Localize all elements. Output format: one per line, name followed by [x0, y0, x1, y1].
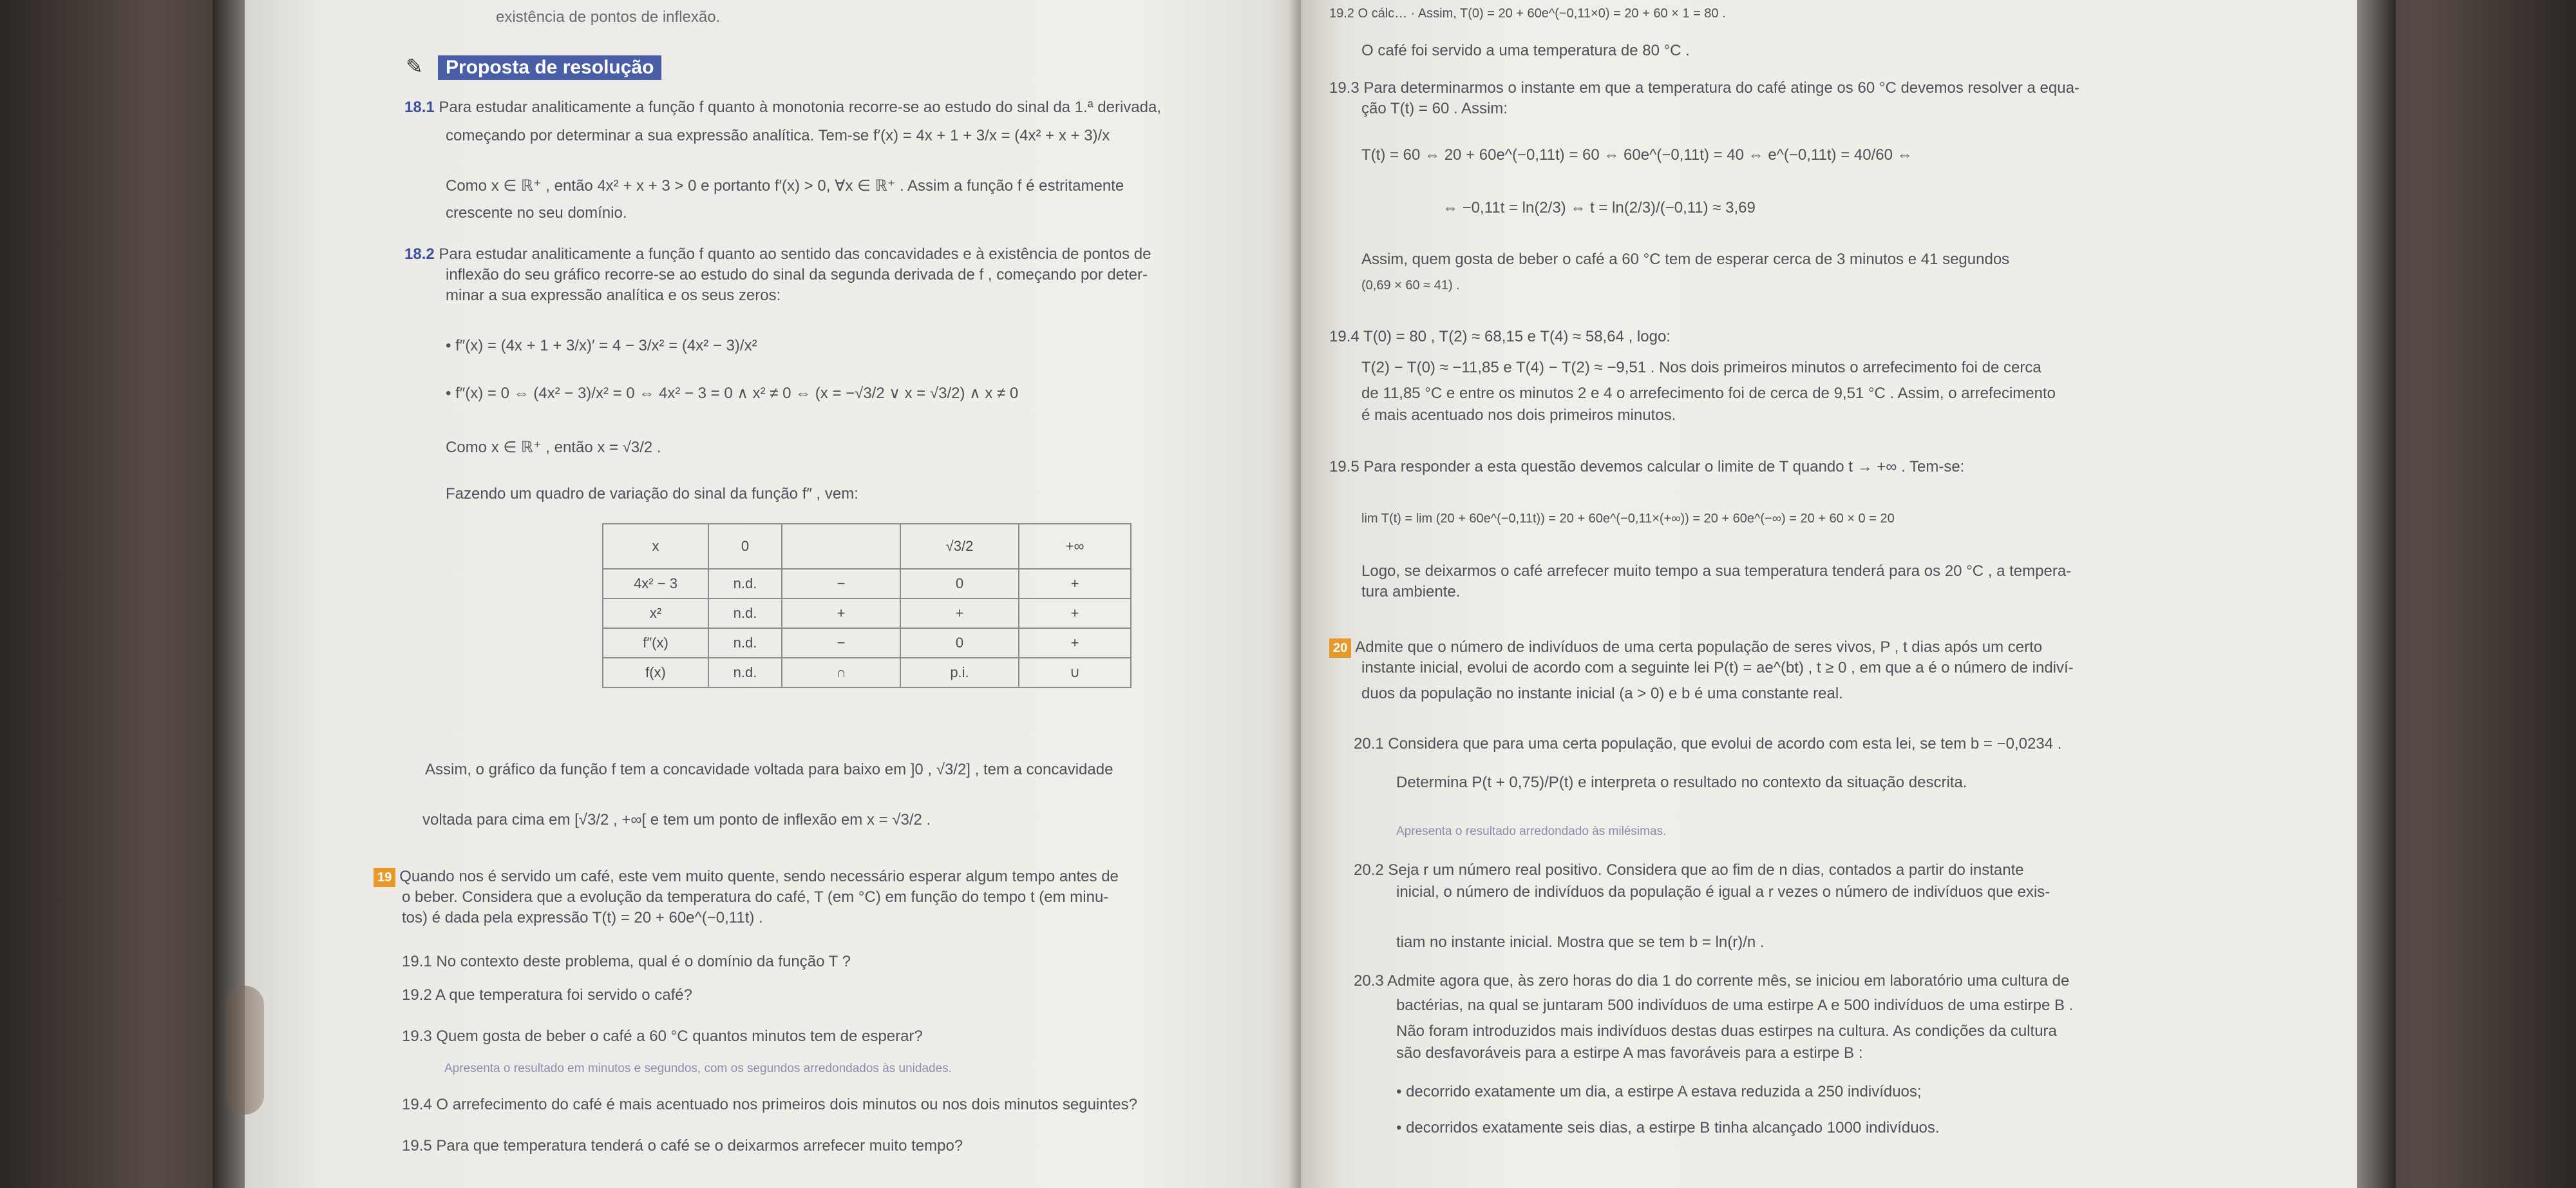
- table-row: [603, 658, 1131, 687]
- q20-2-line3: tiam no instante inicial. Mostra que se tem b = ln(r)/n .: [1396, 934, 1765, 951]
- r19-5-line1: 19.5 Para responder a esta questão devemos calcular o limite de T quando t → +∞ . Tem-se:: [1329, 458, 1965, 475]
- table-cell: +: [900, 599, 1019, 628]
- q19-2: 19.2 A que temperatura foi servido o café?: [402, 986, 692, 1004]
- q20-line1: 20 Admite que o número de indivíduos de uma certa população de seres vivos, P , t dias após um certo: [1329, 638, 2042, 658]
- r19-3-line3: Assim, quem gosta de beber o café a 60 °C tem de esperar cerca de 3 minutos e 41 segundos: [1361, 251, 2010, 268]
- sign-table-header: [603, 524, 1131, 569]
- bullet-second-derivative: • f″(x) = (4x + 1 + 3/x)′ = 4 − 3/x² = (4x² − 3)/x²: [446, 337, 757, 354]
- table-cell: f(x): [603, 658, 708, 687]
- table-cell: f″(x): [603, 628, 708, 658]
- r19-2-head: 19.2 O cálc… · Assim, T(0) = 20 + 60e^(−0,11×0) = 20 + 60 × 1 = 80 .: [1329, 6, 1726, 21]
- thumb-shadow: [225, 986, 264, 1115]
- q19-3: 19.3 Quem gosta de beber o café a 60 °C quantos minutos tem de esperar?: [402, 1028, 923, 1045]
- assim-line2: voltada para cima em [√3/2 , +∞[ e tem um ponto de inflexão em x = √3/2 .: [422, 811, 931, 829]
- right-page: [1301, 0, 2357, 1188]
- p18-2-line1: 18.2 Para estudar analiticamente a função f quanto ao sentido das concavidades e à existência de pontos de: [404, 245, 1151, 263]
- q19-1: 19.1 No contexto deste problema, qual é o domínio da função T ?: [402, 953, 851, 970]
- table-row: [603, 599, 1131, 628]
- q20-2-line1: 20.2 Seja r um número real positivo. Considera que ao fim de n dias, contados a partir do instante: [1354, 861, 2024, 879]
- q19-5: 19.5 Para que temperatura tenderá o café se o deixarmos arrefecer muito tempo?: [402, 1137, 963, 1154]
- table-cell: +: [1019, 569, 1131, 599]
- p18-1-line2: começando por determinar a sua expressão analítica. Tem-se f′(x) = 4x + 1 + 3/x = (4x² + x + 3)/x: [446, 127, 1110, 144]
- r19-2-result: O café foi servido a uma temperatura de 80 °C .: [1361, 42, 1690, 59]
- p18-1-line3: Como x ∈ ℝ⁺ , então 4x² + x + 3 > 0 e portanto f′(x) > 0, ∀x ∈ ℝ⁺ . Assim a função f é estritamente: [446, 177, 1124, 195]
- q20-2-line2: inicial, o número de indivíduos da população é igual a r vezes o número de indivíduos que exis-: [1396, 883, 2050, 901]
- table-cell: n.d.: [708, 569, 782, 599]
- table-cell: n.d.: [708, 599, 782, 628]
- left-page: [245, 0, 1301, 1188]
- p18-1-line4: crescente no seu domínio.: [446, 204, 627, 222]
- q20-1-line1: 20.1 Considera que para uma certa população, que evolui de acordo com esta lei, se tem b = −0,0234 .: [1354, 735, 2062, 752]
- table-cell: x²: [603, 599, 708, 628]
- bullet-zeros: • f″(x) = 0 ⇔ (4x² − 3)/x² = 0 ⇔ 4x² − 3 = 0 ∧ x² ≠ 0 ⇔ (x = −√3/2 ∨ x = √3/2) ∧ x ≠ 0: [446, 385, 1019, 402]
- como-line: Como x ∈ ℝ⁺ , então x = √3/2 .: [446, 439, 661, 456]
- q20-3-line2: bactérias, na qual se juntaram 500 indivíduos de uma estirpe A e 500 indivíduos de uma estirpe B .: [1396, 997, 2074, 1014]
- table-cell: +: [782, 599, 900, 628]
- q20-line3: duos da população no instante inicial (a > 0) e b é uma constante real.: [1361, 685, 1843, 702]
- r19-3-line2: ção T(t) = 60 . Assim:: [1361, 100, 1508, 117]
- table-row: [603, 628, 1131, 658]
- table-cell: 0: [708, 524, 782, 569]
- p18-2-line2: inflexão do seu gráfico recorre-se ao estudo do sinal da segunda derivada de f , começando por deter-: [446, 266, 1148, 283]
- table-cell: 4x² − 3: [603, 569, 708, 599]
- table-cell: [782, 524, 900, 569]
- q20-3-line4: são desfavoráveis para a estirpe A mas favoráveis para a estirpe B :: [1396, 1044, 1863, 1062]
- q20-3-line1: 20.3 Admite agora que, às zero horas do dia 1 do corrente mês, se iniciou em laboratório uma cultura de: [1354, 972, 2070, 990]
- r19-3-eq2: ⇔ −0,11t = ln(2/3) ⇔ t = ln(2/3)/(−0,11) ≈ 3,69: [1443, 199, 1756, 216]
- q20-1-line2: Determina P(t + 0,75)/P(t) e interpreta o resultado no contexto da situação descrita.: [1396, 774, 1967, 791]
- r19-3-eq1: T(t) = 60 ⇔ 20 + 60e^(−0,11t) = 60 ⇔ 60e^(−0,11t) = 40 ⇔ e^(−0,11t) = 40/60 ⇔: [1361, 146, 1913, 164]
- r19-3-line4: (0,69 × 60 ≈ 41) .: [1361, 278, 1460, 292]
- r19-4-line2: T(2) − T(0) ≈ −11,85 e T(4) − T(2) ≈ −9,51 . Nos dois primeiros minutos o arrefecimento foi de cerca: [1361, 359, 2041, 376]
- q20-3-bullet1: • decorrido exatamente um dia, a estirpe A estava reduzida a 250 indivíduos;: [1396, 1083, 1922, 1100]
- book-edge-right: [2351, 0, 2396, 1188]
- table-cell: +∞: [1019, 524, 1131, 569]
- table-cell: −: [782, 628, 900, 658]
- table-cell: ∪: [1019, 658, 1131, 687]
- q20-3-bullet2: • decorridos exatamente seis dias, a estirpe B tinha alcançado 1000 indivíduos.: [1396, 1119, 1940, 1136]
- sign-table: [602, 523, 1132, 688]
- table-cell: n.d.: [708, 628, 782, 658]
- r19-5-limit: lim T(t) = lim (20 + 60e^(−0,11t)) = 20 + 60e^(−0,11×(+∞)) = 20 + 60e^(−∞) = 20 + 60 × 0 = 20: [1361, 512, 1895, 526]
- p18-1-line1: 18.1 Para estudar analiticamente a função f quanto à monotonia recorre-se ao estudo do sinal da 1.ª derivada,: [404, 99, 1161, 116]
- r19-5-line2: Logo, se deixarmos o café arrefecer muito tempo a sua temperatura tenderá para os 20 °C , a tempera-: [1361, 562, 2072, 580]
- assim-line1: Assim, o gráfico da função f tem a concavidade voltada para baixo em ]0 , √3/2] , tem a concavidade: [425, 761, 1113, 778]
- table-cell: −: [782, 569, 900, 599]
- top-line: existência de pontos de inflexão.: [496, 8, 721, 26]
- r19-4-line4: é mais acentuado nos dois primeiros minutos.: [1361, 407, 1676, 424]
- q19-3-note: Apresenta o resultado em minutos e segundos, com os segundos arredondados às unidades.: [444, 1062, 952, 1075]
- table-cell: +: [1019, 599, 1131, 628]
- r19-4-line1: 19.4 T(0) = 80 , T(2) ≈ 68,15 e T(4) ≈ 58,64 , logo:: [1329, 328, 1671, 345]
- table-row: [603, 569, 1131, 599]
- r19-5-line3: tura ambiente.: [1361, 583, 1461, 600]
- r19-4-line3: de 11,85 °C e entre os minutos 2 e 4 o arrefecimento foi de cerca de 9,51 °C . Assim, o arrefecimento: [1361, 385, 2056, 402]
- p18-2-line3: minar a sua expressão analítica e os seus zeros:: [446, 287, 781, 304]
- table-cell: 0: [900, 628, 1019, 658]
- table-cell: √3/2: [900, 524, 1019, 569]
- q19-line3: tos) é dada pela expressão T(t) = 20 + 60e^(−0,11t) .: [402, 909, 763, 926]
- q19-4: 19.4 O arrefecimento do café é mais acentuado nos primeiros dois minutos ou nos dois minutos seguintes?: [402, 1096, 1137, 1113]
- q20-3-line3: Não foram introduzidos mais indivíduos destas duas estirpes na cultura. As condições da cultura: [1396, 1022, 2057, 1040]
- table-cell: x: [603, 524, 708, 569]
- pencil-icon: ✎: [406, 55, 423, 78]
- q20-line2: instante inicial, evolui de acordo com a seguinte lei P(t) = ae^(bt) , t ≥ 0 , em que a é o número de indiví-: [1361, 659, 2074, 676]
- table-cell: p.i.: [900, 658, 1019, 687]
- r19-3-line1: 19.3 Para determinarmos o instante em que a temperatura do café atinge os 60 °C devemos resolver a equa-: [1329, 79, 2079, 97]
- section-header: Proposta de resolução: [438, 55, 661, 80]
- q19-line1: 19 Quando nos é servido um café, este vem muito quente, sendo necessário esperar algum tempo antes de: [374, 867, 1119, 887]
- table-cell: 0: [900, 569, 1019, 599]
- table-cell: +: [1019, 628, 1131, 658]
- table-cell: n.d.: [708, 658, 782, 687]
- q20-1-note: Apresenta o resultado arredondado às milésimas.: [1396, 825, 1667, 838]
- q19-line2: o beber. Considera que a evolução da temperatura do café, T (em °C) em função do tempo t (em minu-: [402, 888, 1109, 906]
- table-cell: ∩: [782, 658, 900, 687]
- fazendo-line: Fazendo um quadro de variação do sinal da função f″ , vem:: [446, 485, 858, 503]
